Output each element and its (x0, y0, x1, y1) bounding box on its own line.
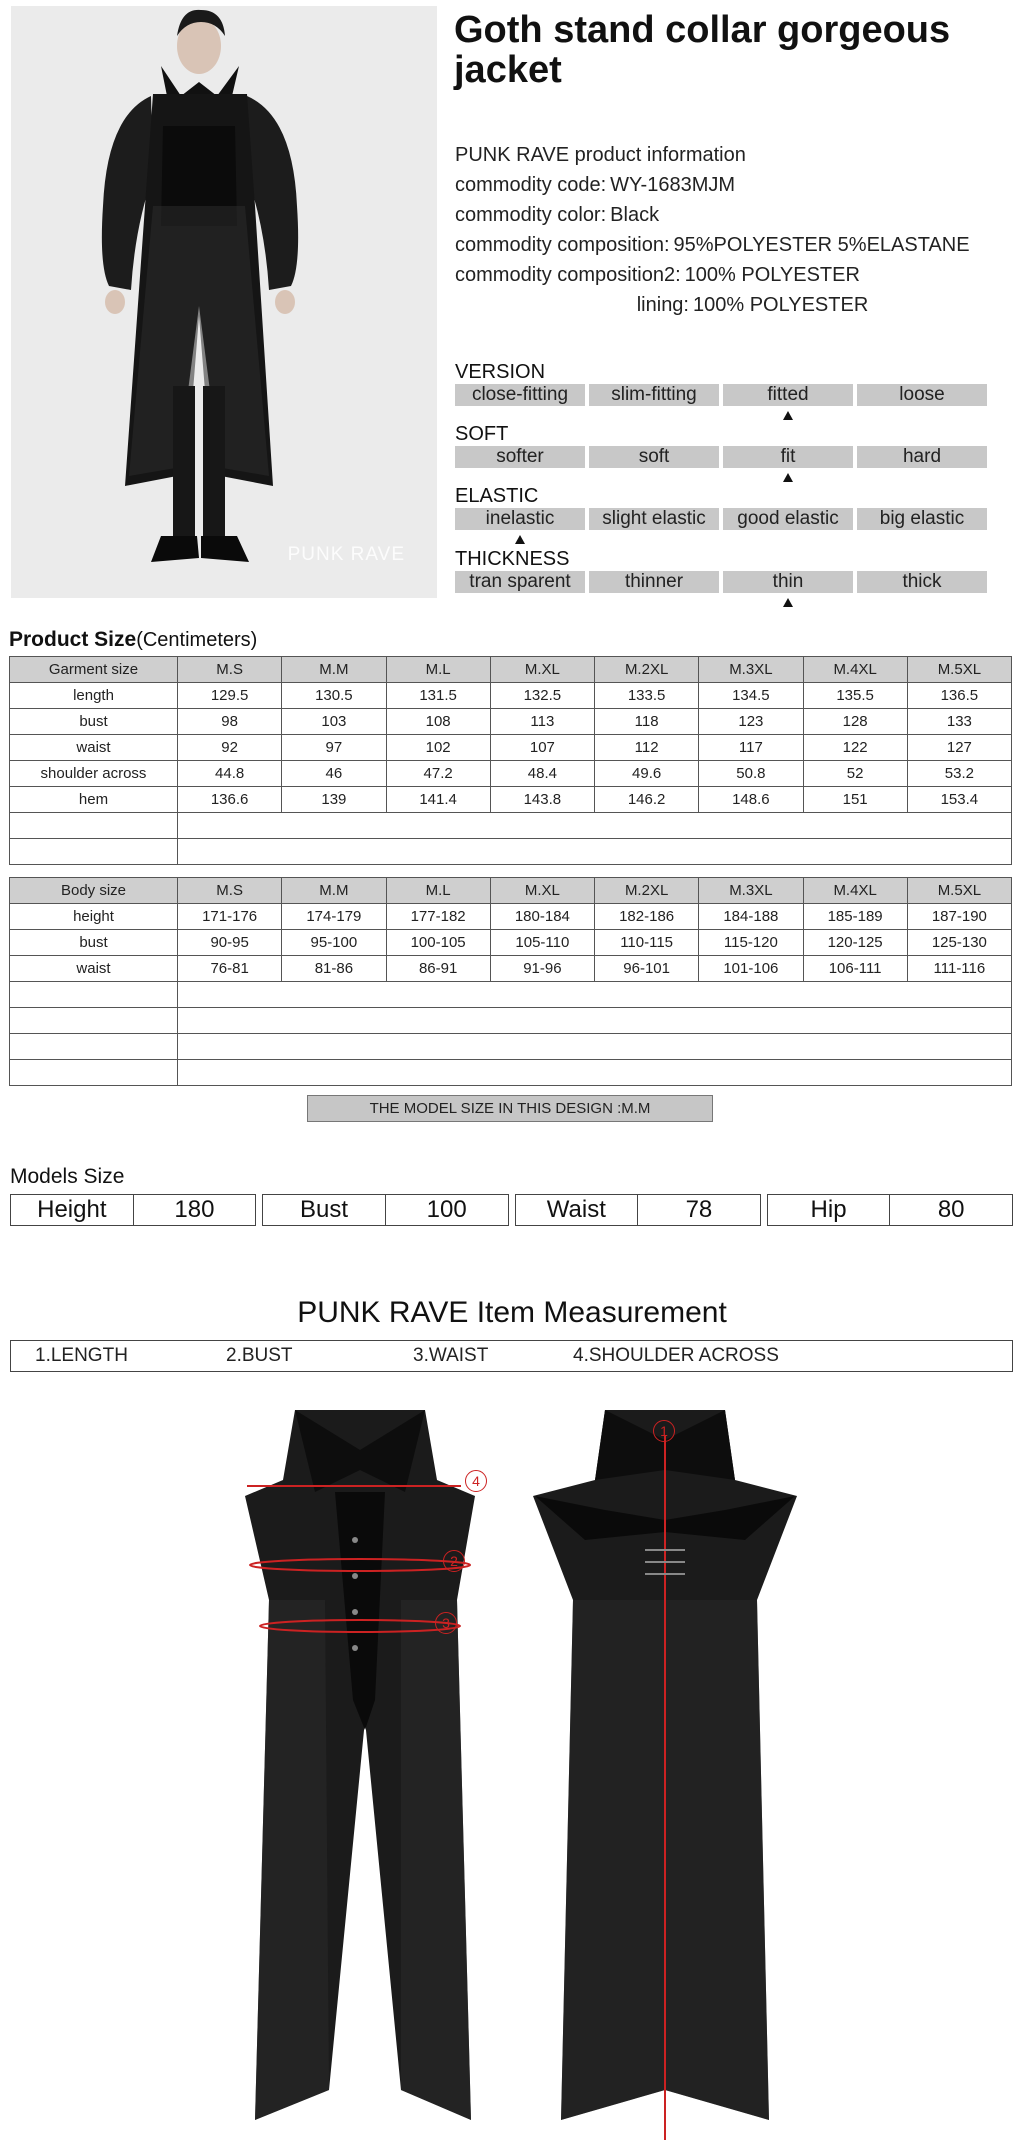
table-row-label: bust (10, 930, 178, 956)
table-cell: 132.5 (490, 683, 594, 709)
measurement-item: 1.LENGTH (35, 1345, 128, 1366)
thickness-option: thin (723, 571, 853, 593)
selected-marker-icon (783, 411, 793, 420)
info-heading: PUNK RAVE product information (455, 144, 746, 166)
table-row-empty (10, 1034, 1012, 1060)
soft-option: softer (455, 446, 585, 468)
measurement-title: PUNK RAVE Item Measurement (297, 1296, 727, 1329)
color-value: Black (610, 204, 660, 226)
table-cell: 174-179 (282, 904, 386, 930)
measurement-legend (10, 1340, 1013, 1372)
table-cell-empty (178, 1034, 1012, 1060)
marker-2: 2 (443, 1550, 465, 1572)
attr-thickness (455, 547, 987, 593)
table-row-label: length (10, 683, 178, 709)
thickness-option: thick (857, 571, 987, 593)
soft-option: fit (723, 446, 853, 468)
table-cell: 105-110 (490, 930, 594, 956)
selected-marker-icon (783, 473, 793, 482)
table-cell: 46 (282, 761, 386, 787)
table-cell: 136.6 (178, 787, 282, 813)
info-color (455, 200, 1015, 230)
marker-1: 1 (653, 1420, 675, 1442)
models-value: 100 (385, 1195, 508, 1225)
table-cell-empty (10, 982, 178, 1008)
table-cell: 143.8 (490, 787, 594, 813)
attr-elastic-name: ELASTIC (455, 485, 539, 507)
table-cell: 86-91 (386, 956, 490, 982)
table-cell-empty (178, 813, 1012, 839)
table-cell: 134.5 (699, 683, 803, 709)
table-header-size: M.M (282, 878, 386, 904)
table-cell: 128 (803, 709, 907, 735)
table-row-label: waist (10, 956, 178, 982)
marker-4: 4 (465, 1470, 487, 1492)
color-label: commodity color: (455, 204, 607, 226)
product-size-heading: Product Size (9, 628, 137, 651)
table-cell: 48.4 (490, 761, 594, 787)
attr-soft-name: SOFT (455, 423, 509, 445)
product-photo (11, 6, 437, 598)
table-header-size: M.4XL (803, 878, 907, 904)
models-value: 78 (637, 1195, 760, 1225)
table-row (10, 683, 1012, 709)
table-header-row (10, 878, 1012, 904)
table-header-row (10, 657, 1012, 683)
table-header-size: M.XL (490, 878, 594, 904)
models-pair (262, 1194, 508, 1226)
table-cell: 180-184 (490, 904, 594, 930)
table-cell: 153.4 (907, 787, 1011, 813)
table-cell: 125-130 (907, 930, 1011, 956)
composition2-value: 100% POLYESTER (684, 264, 860, 286)
lining-label: lining: (636, 294, 689, 316)
code-label: commodity code: (455, 174, 607, 196)
table-row (10, 787, 1012, 813)
table-header-label: Garment size (10, 657, 178, 683)
table-header-size: M.XL (490, 657, 594, 683)
table-cell: 187-190 (907, 904, 1011, 930)
elastic-option: slight elastic (589, 508, 719, 530)
table-cell: 102 (386, 735, 490, 761)
table-row-label: bust (10, 709, 178, 735)
table-header-size: M.2XL (595, 657, 699, 683)
models-size-title: Models Size (10, 1165, 125, 1188)
models-label: Waist (546, 1196, 606, 1223)
product-size-title (9, 628, 257, 652)
model-figure (11, 6, 437, 598)
table-cell-empty (10, 839, 178, 865)
thickness-option: tran sparent (455, 571, 585, 593)
table-cell: 106-111 (803, 956, 907, 982)
lining-value: 100% POLYESTER (693, 294, 869, 316)
photo-watermark: PUNK RAVE (287, 544, 405, 565)
table-row-label: waist (10, 735, 178, 761)
models-label: Bust (300, 1196, 349, 1223)
info-composition (455, 230, 1015, 260)
table-header-size: M.M (282, 657, 386, 683)
table-cell: 117 (699, 735, 803, 761)
table-row-label: hem (10, 787, 178, 813)
table-cell: 146.2 (595, 787, 699, 813)
models-label: Hip (810, 1196, 847, 1223)
table-row-empty (10, 982, 1012, 1008)
model-size-note: THE MODEL SIZE IN THIS DESIGN :M.M (307, 1095, 713, 1122)
elastic-option: good elastic (723, 508, 853, 530)
table-cell: 185-189 (803, 904, 907, 930)
models-label: Height (37, 1196, 107, 1223)
table-cell: 107 (490, 735, 594, 761)
table-cell: 101-106 (699, 956, 803, 982)
table-header-size: M.S (178, 878, 282, 904)
table-row-empty (10, 813, 1012, 839)
table-cell: 122 (803, 735, 907, 761)
table-row (10, 904, 1012, 930)
table-cell: 100-105 (386, 930, 490, 956)
table-row-label: shoulder across (10, 761, 178, 787)
table-cell: 81-86 (282, 956, 386, 982)
attr-version-name: VERSION (455, 361, 546, 383)
table-cell: 98 (178, 709, 282, 735)
models-size-bar (10, 1194, 1013, 1226)
attr-elastic (455, 484, 987, 530)
table-header-size: M.5XL (907, 878, 1011, 904)
table-cell: 44.8 (178, 761, 282, 787)
table-header-size: M.L (386, 878, 490, 904)
table-header-size: M.5XL (907, 657, 1011, 683)
table-cell: 96-101 (595, 956, 699, 982)
version-option: close-fitting (455, 384, 585, 406)
table-cell: 49.6 (595, 761, 699, 787)
table-cell: 141.4 (386, 787, 490, 813)
table-cell: 97 (282, 735, 386, 761)
table-row-empty (10, 1008, 1012, 1034)
table-cell: 52 (803, 761, 907, 787)
table-header-label: Body size (10, 878, 178, 904)
attr-version (455, 360, 987, 406)
table-header-size: M.S (178, 657, 282, 683)
models-pair (10, 1194, 256, 1226)
table-header-size: M.3XL (699, 657, 803, 683)
table-cell: 92 (178, 735, 282, 761)
table-cell: 120-125 (803, 930, 907, 956)
version-option: loose (857, 384, 987, 406)
table-cell: 171-176 (178, 904, 282, 930)
table-cell: 184-188 (699, 904, 803, 930)
models-value: 180 (133, 1195, 256, 1225)
table-cell-empty (10, 813, 178, 839)
info-code (455, 170, 1015, 200)
table-cell-empty (178, 1008, 1012, 1034)
jacket-front-illustration (225, 1400, 495, 2140)
table-cell-empty (178, 1060, 1012, 1086)
table-cell: 103 (282, 709, 386, 735)
table-header-size: M.4XL (803, 657, 907, 683)
product-size-unit: (Centimeters) (136, 629, 258, 651)
attr-soft (455, 422, 987, 468)
table-cell: 50.8 (699, 761, 803, 787)
code-value: WY-1683MJM (610, 174, 736, 196)
table-cell: 133 (907, 709, 1011, 735)
table-cell: 139 (282, 787, 386, 813)
table-row (10, 956, 1012, 982)
measurement-item: 4.SHOULDER ACROSS (573, 1345, 779, 1366)
table-cell: 47.2 (386, 761, 490, 787)
table-cell: 76-81 (178, 956, 282, 982)
table-cell: 113 (490, 709, 594, 735)
table-header-size: M.L (386, 657, 490, 683)
models-pair (767, 1194, 1013, 1226)
selected-marker-icon (515, 535, 525, 544)
table-cell-empty (10, 1060, 178, 1086)
garment-size-table (9, 656, 1012, 865)
models-value: 80 (889, 1195, 1012, 1225)
table-row (10, 709, 1012, 735)
table-cell: 133.5 (595, 683, 699, 709)
table-cell: 53.2 (907, 761, 1011, 787)
marker-3: 3 (435, 1612, 457, 1634)
body-size-table (9, 877, 1012, 1086)
thickness-option: thinner (589, 571, 719, 593)
models-pair (515, 1194, 761, 1226)
composition2-label: commodity composition2: (455, 264, 681, 286)
composition-label: commodity composition: (455, 234, 670, 256)
info-composition2 (455, 260, 1015, 290)
table-cell: 151 (803, 787, 907, 813)
product-info (455, 140, 1015, 320)
table-cell: 130.5 (282, 683, 386, 709)
table-row (10, 930, 1012, 956)
table-header-size: M.3XL (699, 878, 803, 904)
table-row-label: height (10, 904, 178, 930)
table-cell: 127 (907, 735, 1011, 761)
measurement-item: 3.WAIST (413, 1345, 489, 1366)
jacket-back-illustration (525, 1400, 805, 2140)
composition-value: 95%POLYESTER 5%ELASTANE (673, 234, 970, 256)
table-cell-empty (178, 982, 1012, 1008)
version-option: slim-fitting (589, 384, 719, 406)
table-cell: 136.5 (907, 683, 1011, 709)
table-cell: 115-120 (699, 930, 803, 956)
table-cell: 118 (595, 709, 699, 735)
table-cell: 123 (699, 709, 803, 735)
product-title: Goth stand collar gorgeous jacket (454, 9, 951, 91)
table-cell: 182-186 (595, 904, 699, 930)
table-row (10, 761, 1012, 787)
table-cell: 177-182 (386, 904, 490, 930)
selected-marker-icon (783, 598, 793, 607)
measurement-item: 2.BUST (226, 1345, 293, 1366)
table-cell: 90-95 (178, 930, 282, 956)
elastic-option: big elastic (857, 508, 987, 530)
table-cell: 110-115 (595, 930, 699, 956)
table-cell: 148.6 (699, 787, 803, 813)
attr-thickness-name: THICKNESS (455, 548, 570, 570)
table-cell: 111-116 (907, 956, 1011, 982)
soft-option: soft (589, 446, 719, 468)
table-cell: 112 (595, 735, 699, 761)
table-cell: 135.5 (803, 683, 907, 709)
table-cell: 108 (386, 709, 490, 735)
table-cell-empty (10, 1034, 178, 1060)
version-option: fitted (723, 384, 853, 406)
table-cell: 131.5 (386, 683, 490, 709)
soft-option: hard (857, 446, 987, 468)
table-cell-empty (10, 1008, 178, 1034)
info-lining (455, 290, 1015, 320)
table-cell: 91-96 (490, 956, 594, 982)
table-header-size: M.2XL (595, 878, 699, 904)
table-cell: 129.5 (178, 683, 282, 709)
table-cell: 95-100 (282, 930, 386, 956)
table-row (10, 735, 1012, 761)
table-cell-empty (178, 839, 1012, 865)
table-row-empty (10, 1060, 1012, 1086)
elastic-option: inelastic (455, 508, 585, 530)
table-row-empty (10, 839, 1012, 865)
